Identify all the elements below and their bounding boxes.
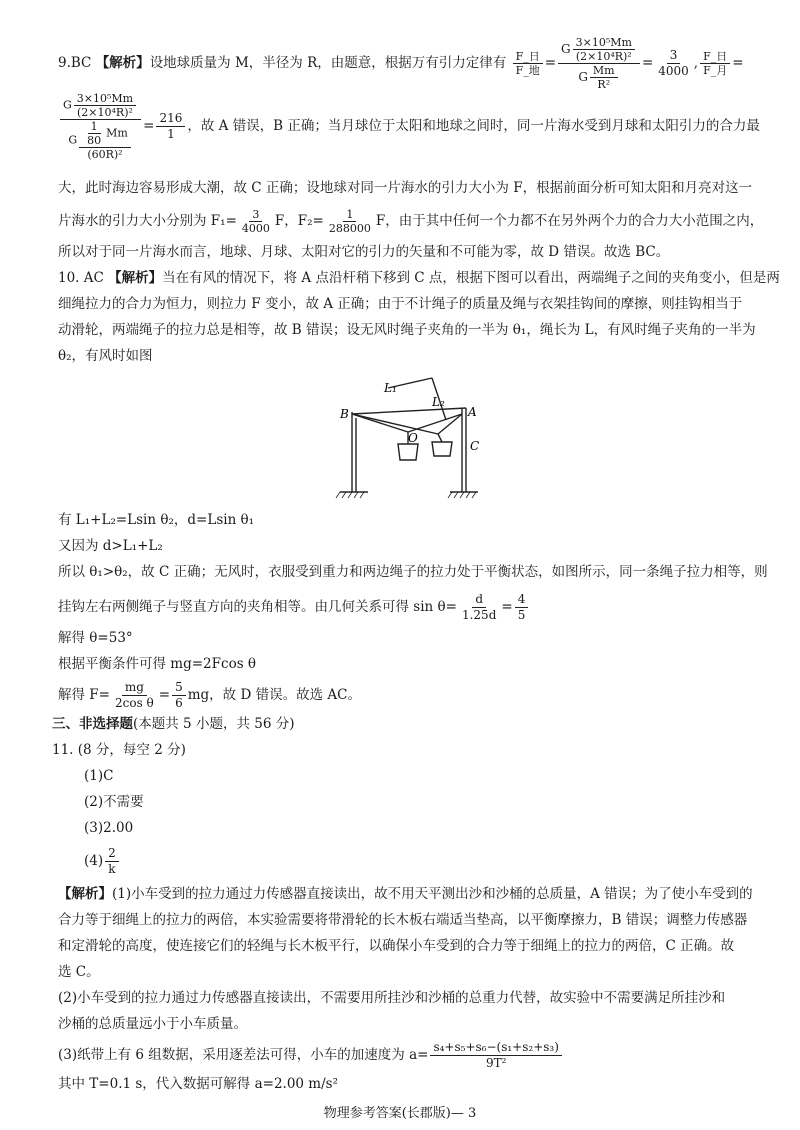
- fraction: $\frac{d}{1.25d}$: [461, 592, 497, 622]
- label-L2: L₂: [432, 395, 445, 409]
- q11-p1-l2: 合力等于细绳上的拉力的两倍，本实验需要将带滑轮的长木板右端适当垫高，以平衡摩擦力，B 错误；调整力传感器: [58, 912, 748, 928]
- q10-eq-3: 所以 θ₁>θ₂，故 C 正确；无风时，衣服受到重力和两边绳子的拉力处于平衡状态，如图所示，同一条绳子拉力相等，则: [58, 564, 768, 580]
- q11-answer-2: (2)不需要: [84, 794, 144, 810]
- analysis-tag: 【解析】: [108, 270, 163, 286]
- section-heading: 三、非选择题(本题共 5 小题，共 56 分): [52, 716, 295, 732]
- label-A: A: [468, 405, 477, 419]
- fraction: $\frac{\text{s₄+s₅+s₆−(s₁+s₂+s₃)}}{\text{9T²}}$: [430, 1040, 561, 1071]
- fraction: $\frac{mg}{\text{2cos θ}}$: [114, 680, 154, 710]
- q11-answer-4: (4) $\frac{2}{k}$: [84, 846, 794, 877]
- fraction: $\frac{\text{F\_日}}{\text{F\_月}}$: [700, 50, 730, 77]
- q11-header: 11. (8 分，每空 2 分): [52, 742, 186, 758]
- q10-line-4: θ₂，有风时如图: [58, 348, 153, 364]
- fraction: $\frac{216}{1}$: [156, 111, 185, 142]
- label-B: B: [340, 407, 349, 421]
- q10-eq-5: 解得 θ=53°: [58, 630, 133, 646]
- q10-line-2: 细绳拉力的合力为恒力，则拉力 F 变小，故 A 正确；由于不计绳子的质量及绳与衣架挂钩间的摩擦，则挂钩相当于: [58, 296, 743, 312]
- q11-p4: 其中 T=0.1 s，代入数据可解得 a=2.00 m/s²: [58, 1076, 338, 1092]
- label-O: O: [408, 431, 418, 445]
- q11-p2-l2: 沙桶的总质量远小于小车质量。: [58, 1016, 247, 1032]
- label-C: C: [470, 439, 480, 453]
- q10-line-1: 10. AC 【解析】当在有风的情况下，将 A 点沿杆稍下移到 C 点，根据下图可以看出，两端绳子之间的夹角变小，但是两: [58, 270, 780, 286]
- q9-text: ，故 A 错误，B 正确；当月球位于太阳和地球之间时，同一片海水受到月球和太阳引力的合力最: [187, 118, 760, 134]
- fraction: $\frac{3}{4000}$: [658, 48, 689, 78]
- page-footer: 物理参考答案(长郡版)— 3: [323, 1106, 477, 1121]
- q9-line-4: 片海水的引力大小分别为 F₁= $\frac{3}{4000}$ F，F₂= $\frac{1}{288000}$ F，由于其中任何一个力都不在另外两个力的合力大小范围之内，: [58, 208, 764, 235]
- fraction: G $\frac{\text{3×10⁵Mm}}{\text{(2×10⁴R)²}}$ G $\frac{Mm}{\text{R²}}$: [558, 36, 640, 91]
- fraction: $\frac{2}{k}$: [105, 846, 119, 877]
- question-number: 9.BC: [58, 55, 92, 71]
- fraction: $\frac{1}{288000}$: [328, 208, 371, 235]
- fraction: $\frac{5}{6}$: [172, 680, 186, 711]
- fraction: $\frac{\text{F\_日}}{\text{F\_地}}$: [513, 50, 543, 77]
- q11-p1-l1: 【解析】(1)小车受到的拉力通过力传感器直接读出，故不用天平测出沙和沙桶的总质量，A 错误；为了使小车受到的: [58, 886, 753, 902]
- clothes-left: [398, 444, 418, 460]
- analysis-tag: 【解析】: [95, 55, 150, 71]
- analysis-tag: 【解析】: [58, 886, 112, 902]
- fraction: $\frac{4}{5}$: [515, 592, 529, 623]
- q11-p2-l1: (2)小车受到的拉力通过力传感器直接读出，不需要用所挂沙和沙桶的总重力代替，故实验中不需要满足所挂沙和: [58, 990, 726, 1006]
- q10-eq-1: 有 L₁+L₂=Lsin θ₂，d=Lsin θ₁: [58, 512, 255, 528]
- q10-eq-6: 根据平衡条件可得 mg=2Fcos θ: [58, 656, 257, 672]
- q10-eq-7: 解得 F= $\frac{mg}{\text{2cos θ}}$ = $\frac{5}{6}$ mg，故 D 错误。故选 AC。: [58, 680, 361, 710]
- q11-answer-3: (3)2.00: [84, 820, 134, 836]
- q9-text: 设地球质量为 M，半径为 R，由题意，根据万有引力定律有: [149, 55, 507, 71]
- q9-line-2: G $\frac{\text{3×10⁵Mm}}{\text{(2×10⁴R)²}}$ G $\frac{1}{80}$ Mm (60R)² = $\frac{216}{1}$ ，故 A 错误，B 正确；当月球位于太阳和地球之间时，同一片海水受到月球和太阳引力的合力最: [58, 92, 768, 161]
- q11-answer-1: (1)C: [84, 768, 114, 784]
- clothes-right: [432, 442, 452, 456]
- q11-p1-l4: 选 C。: [58, 964, 100, 980]
- fraction: G $\frac{\text{3×10⁵Mm}}{\text{(2×10⁴R)²}}$ G $\frac{1}{80}$ Mm (60R)²: [60, 92, 141, 161]
- q10-eq-2: 又因为 d>L₁+L₂: [58, 538, 163, 554]
- question-number: 10. AC: [58, 270, 104, 286]
- q11-p1-l3: 和定滑轮的高度，使连接它们的轻绳与长木板平行，以确保小车受到的合力等于细绳上的拉力的两倍，C 正确。故: [58, 938, 735, 954]
- rope-left: [352, 414, 408, 432]
- label-L1: L₁: [384, 381, 397, 395]
- fraction: $\frac{3}{4000}$: [241, 208, 270, 235]
- q10-eq-4: 挂钩左右两侧绳子与竖直方向的夹角相等。由几何关系可得 sin θ= $\frac{d}{1.25d}$ = $\frac{4}{5}$: [58, 592, 768, 623]
- q10-line-3: 动滑轮，两端绳子的拉力总是相等，故 B 错误；设无风时绳子夹角的一半为 θ₁，绳长为 L，有风时绳子夹角的一半为: [58, 322, 756, 338]
- q9-line-1: 9.BC 【解析】设地球质量为 M，半径为 R，由题意，根据万有引力定律有 $\frac{\text{F\_日}}{\text{F\_地}}$ = G $\frac{\text{3×10⁵Mm}}{\text{(2×10⁴R)²}}$ G $\frac{Mm}{\text{R²}}$ = $\frac{3}{4000}$ , $\frac{\text{F\_日}}{\text{F\_月}}$ =: [58, 36, 744, 91]
- q11-p3: (3)纸带上有 6 组数据，采用逐差法可得，小车的加速度为 a= $\frac{\text{s₄+s₅+s₆−(s₁+s₂+s₃)}}{\text{9T²}}$: [58, 1040, 768, 1071]
- q9-line-3: 大，此时海边容易形成大潮，故 C 正确；设地球对同一片海水的引力大小为 F，根据前面分析可知太阳和月亮对这一: [58, 180, 753, 196]
- clothesline-figure: [328, 370, 498, 505]
- q9-line-5: 所以对于同一片海水而言，地球、月球、太阳对它的引力的矢量和不可能为零，故 D 错误。故选 BC。: [58, 244, 670, 260]
